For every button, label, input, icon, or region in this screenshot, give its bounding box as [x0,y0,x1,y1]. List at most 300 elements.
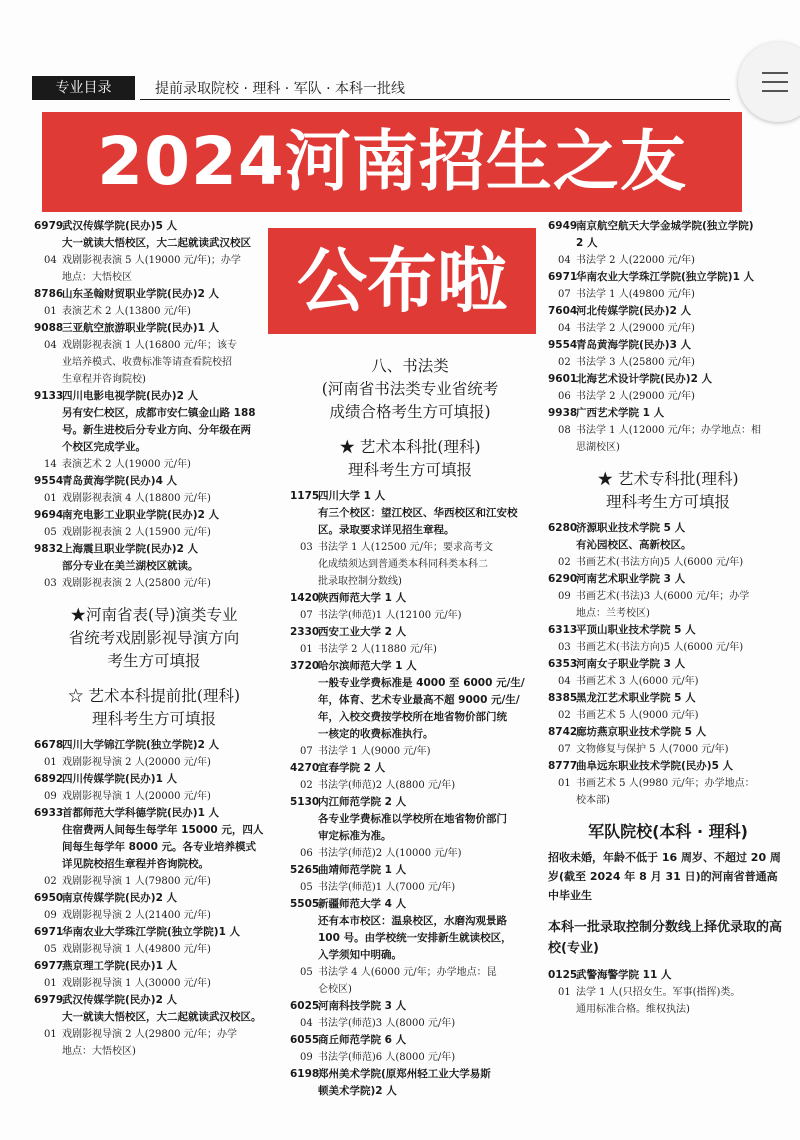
section-paragraph: 招收未婚，年龄不低于 16 周岁、不超过 20 周岁(截至 2024 年 8 月 31 日)的河南省普通高中毕业生 [548,851,781,902]
school-code: 0125 [548,969,578,981]
major-text: 书法学 1 人(12500 元/年；要求高考文 [318,542,493,553]
major-code: 01 [300,644,313,655]
major-text: 书画艺术(书法方向)5 人(6000 元/年) [576,557,744,568]
school-note: 部分专业在美兰湖校区就读。 [62,560,199,572]
major-text: 书画艺术(书法方向)5 人(6000 元/年) [576,642,744,653]
major-code: 03 [558,642,571,653]
school-entry [290,794,530,811]
school-name: 青岛黄海学院(民办)4 人 [62,475,178,487]
major-line [34,575,274,592]
major-line [548,588,788,605]
major-text: 戏剧影视导演 2 人(20000 元/年) [62,757,211,768]
school-note: 大一就读大悟校区，大二起就读武汉校区 [62,237,251,249]
major-text: 书法学(师范)2 人(10000 元/年) [318,848,462,859]
school-name: 广西艺术学院 1 人 [576,407,665,419]
major-line [290,1049,530,1066]
school-code: 6977 [34,960,64,972]
school-name: 四川传媒学院(民办)1 人 [62,773,178,785]
major-line [34,252,274,269]
major-text: 书法学 2 人(29000 元/年) [576,391,695,402]
major-code: 05 [44,944,57,955]
subsection-title: 本科一批录取控制分数线上择优录取的高校(专业) [548,920,783,956]
school-note: 各专业学费标准以学校所在地省物价部门 [318,813,507,825]
major-line [290,777,530,794]
school-entry [290,590,530,607]
school-note: 顿美术学院)2 人 [318,1085,397,1097]
school-code: 7604 [548,305,578,317]
school-entry [548,405,788,422]
school-entry [548,571,788,588]
major-line [34,269,274,286]
school-entry [290,624,530,641]
school-code: 9938 [548,407,578,419]
major-code: 01 [558,987,571,998]
major-line [290,964,530,981]
school-code: 5505 [290,898,320,910]
major-text: 业培养模式、收费标准等请查看院校招 [62,357,232,368]
major-code: 01 [44,978,57,989]
major-line [548,439,788,456]
major-text: 批录取控制分数线) [318,576,402,587]
page-header [32,76,732,102]
school-entry [290,896,530,913]
school-note: 个校区完成学业。 [62,441,146,453]
school-name: 华南农业大学珠江学院(独立学院)1 人 [62,926,241,938]
school-note: 另有安仁校区，成都市安仁镇金山路 188 [62,407,256,419]
section-title: 八、书法类 (河南省书法类专业省统考 成绩合格考生方可填报) [321,357,499,421]
column-right [548,218,788,1018]
major-code: 01 [558,778,571,789]
major-code [290,573,318,590]
school-name: 廊坊燕京职业技术学院 5 人 [576,726,707,738]
major-line [548,707,788,724]
major-code [34,371,62,388]
school-note: 大一就读大悟校区，大二起就读武汉校区。 [62,1011,262,1023]
school-code: 6950 [34,892,64,904]
major-code: 04 [558,255,571,266]
school-code: 1420 [290,592,320,604]
major-line [34,941,274,958]
school-name: 四川大学锦江学院(独立学院)2 人 [62,739,220,751]
school-entry [34,286,274,303]
school-note: 审定标准为准。 [318,830,392,842]
school-code: 6198 [290,1068,320,1080]
major-line [290,981,530,998]
major-text: 表演艺术 2 人(19000 元/年) [62,459,191,470]
school-code: 9832 [34,543,64,555]
school-entry [34,737,274,754]
major-code: 01 [44,306,57,317]
major-text: 书法学 1 人(12000 元/年；办学地点：相 [576,425,761,436]
major-code: 07 [300,610,313,621]
major-text: 戏剧影视导演 1 人(49800 元/年) [62,944,211,955]
school-entry [34,218,274,235]
school-code: 9554 [548,339,578,351]
major-text: 文物修复与保护 5 人(7000 元/年) [576,744,729,755]
major-code: 09 [44,791,57,802]
major-text: 戏剧影视导演 1 人(30000 元/年) [62,978,211,989]
school-code: 6353 [548,658,578,670]
major-text: 戏剧影视导演 2 人(21400 元/年) [62,910,211,921]
major-text: 戏剧影视表演 1 人(16800 元/年；该专 [62,340,237,351]
major-line [34,490,274,507]
school-name: 南京传媒学院(民办)2 人 [62,892,178,904]
school-code: 1175 [290,490,320,502]
school-name: 济源职业技术学院 5 人 [576,522,686,534]
major-code: 05 [300,967,313,978]
major-line [548,286,788,303]
school-code: 3720 [290,660,320,672]
school-entry [290,760,530,777]
major-text: 化成绩须达到普通类本科同科类本科二 [318,559,488,570]
school-note: 有沁园校区、高新校区。 [576,539,692,551]
school-name: 河南女子职业学院 3 人 [576,658,686,670]
school-note: 还有本市校区：温泉校区，水磨沟观景路 [318,915,507,927]
school-entry [290,1032,530,1049]
school-name: 武汉传媒学院(民办)5 人 [62,220,178,232]
major-line [548,741,788,758]
school-name: 商丘师范学院 6 人 [318,1034,407,1046]
school-code: 6313 [548,624,578,636]
major-code: 04 [558,676,571,687]
major-code: 02 [558,557,571,568]
school-entry [548,622,788,639]
major-line [548,639,788,656]
school-entry [548,758,788,775]
section-heading: 军队院校(本科 · 理科) [588,822,748,841]
major-text: 法学 1 人(只招女生。军事(指挥)类。 [576,987,741,998]
banner-subtitle: 公布啦 [268,228,536,334]
school-code: 9088 [34,322,64,334]
major-text: 书法学 2 人(11880 元/年) [318,644,437,655]
school-entry [290,488,530,505]
school-entry [34,992,274,1009]
school-name: 南充电影工业职业学院(民办)2 人 [62,509,220,521]
major-text: 地点：大悟校区) [62,1046,136,1057]
major-code: 06 [300,848,313,859]
school-name: 曲靖师范学院 1 人 [318,864,407,876]
major-code [548,792,576,809]
school-entry [548,337,788,354]
major-text: 书法学 1 人(49800 元/年) [576,289,695,300]
school-entry [34,320,274,337]
major-code: 04 [558,323,571,334]
major-code: 04 [44,255,57,266]
school-name: 北海艺术设计学院(民办)2 人 [576,373,713,385]
major-text: 思湖校区) [576,442,620,453]
school-name: 青岛黄海学院(民办)3 人 [576,339,692,351]
major-text: 书画艺术(书法)3 人(6000 元/年；办学 [576,591,750,602]
major-line [290,573,530,590]
school-code: 4270 [290,762,320,774]
menu-icon[interactable] [738,42,800,122]
school-note: 2 人 [576,237,598,249]
school-code: 6055 [290,1034,320,1046]
school-code: 6971 [548,271,578,283]
major-code: 01 [44,493,57,504]
major-line [34,303,274,320]
header-tag: 专业目录 [32,76,135,100]
major-code: 07 [300,746,313,757]
major-text: 书画艺术 5 人(9980 元/年；办学地点： [576,778,755,789]
school-name: 河南艺术职业学院 3 人 [576,573,686,585]
major-line [548,354,788,371]
school-entry [34,771,274,788]
major-line [548,605,788,622]
school-name: 河南科技学院 3 人 [318,1000,407,1012]
school-code: 6933 [34,807,64,819]
school-note: 年，体育、艺术专业最高不超 9000 元/生/ [318,694,520,706]
major-line [548,422,788,439]
school-note: 区。录取要求详见招生章程。 [318,524,455,536]
major-line [548,1001,788,1018]
major-code: 06 [558,391,571,402]
school-name: 华南农业大学珠江学院(独立学院)1 人 [576,271,755,283]
school-entry [548,656,788,673]
column-left [34,218,274,1060]
school-note: 一核定的收费标准执行。 [318,728,434,740]
major-text: 书法学(师范)2 人(8800 元/年) [318,780,456,791]
major-line [548,388,788,405]
school-name: 哈尔滨师范大学 1 人 [318,660,417,672]
school-name: 四川大学 1 人 [318,490,386,502]
major-line [290,845,530,862]
school-name: 曲阜远东职业技术学院(民办)5 人 [576,760,734,772]
major-code: 09 [558,591,571,602]
major-line [34,1026,274,1043]
major-text: 校本部) [576,795,610,806]
major-text: 书画艺术 3 人(6000 元/年) [576,676,699,687]
school-name: 武警海警学院 11 人 [576,969,672,981]
school-code: 8385 [548,692,578,704]
column-middle [290,343,530,1100]
banner-title: 2024河南招生之友 [42,112,742,212]
school-name: 宜春学院 2 人 [318,762,386,774]
school-name: 内江师范学院 2 人 [318,796,407,808]
school-entry [34,958,274,975]
major-line [34,337,274,354]
school-entry [548,690,788,707]
school-code: 6949 [548,220,578,232]
school-note: 一般专业学费标准是 4000 至 6000 元/生/ [318,677,525,689]
school-entry [34,890,274,907]
major-text: 戏剧影视导演 1 人(79800 元/年) [62,876,211,887]
major-text: 书法学(师范)1 人(7000 元/年) [318,882,456,893]
major-text: 戏剧影视表演 5 人(19000 元/年)；办学 [62,255,241,266]
school-name: 新疆师范大学 4 人 [318,898,407,910]
school-code: 6979 [34,220,64,232]
major-line [34,873,274,890]
major-code: 08 [558,425,571,436]
major-line [34,1043,274,1060]
school-code: 8786 [34,288,64,300]
school-entry [548,967,788,984]
major-line [34,456,274,473]
school-entry [548,218,788,235]
major-code [290,981,318,998]
major-line [290,641,530,658]
major-code: 14 [44,459,57,470]
major-text: 戏剧影视导演 1 人(20000 元/年) [62,791,211,802]
school-name: 西安工业大学 2 人 [318,626,407,638]
school-note: 100 号。由学校统一安排新生就读校区， [318,932,512,944]
major-text: 表演艺术 2 人(13800 元/年) [62,306,191,317]
major-code [34,269,62,286]
school-note: 间每生每学年 8000 元。各专业培养模式 [62,841,257,853]
major-line [548,320,788,337]
major-text: 书法学(师范)1 人(12100 元/年) [318,610,462,621]
major-line [34,524,274,541]
major-text: 戏剧影视表演 4 人(18800 元/年) [62,493,211,504]
major-text: 地点：大悟校区 [62,272,132,283]
major-line [34,788,274,805]
school-entry [548,269,788,286]
major-line [34,754,274,771]
school-code: 6892 [34,773,64,785]
major-line [290,879,530,896]
school-name: 山东圣翰财贸职业学院(民办)2 人 [62,288,220,300]
major-text: 书法学 2 人(29000 元/年) [576,323,695,334]
major-text: 书法学 3 人(25800 元/年) [576,357,695,368]
school-code: 9554 [34,475,64,487]
school-name: 四川电影电视学院(民办)2 人 [62,390,199,402]
major-text: 通用标准合格。维权执法) [576,1004,690,1015]
major-line [548,984,788,1001]
school-code: 9694 [34,509,64,521]
major-line [290,556,530,573]
major-code: 04 [300,1018,313,1029]
major-line [548,673,788,690]
major-text: 地点：兰考校区) [576,608,650,619]
school-code: 6290 [548,573,578,585]
school-entry [290,998,530,1015]
major-code: 09 [300,1052,313,1063]
school-code: 5265 [290,864,320,876]
major-text: 生章程并咨询院校) [62,374,146,385]
school-note: 年，入校交费按学校所在地省物价部门统 [318,711,507,723]
major-line [290,1015,530,1032]
school-code: 6971 [34,926,64,938]
school-entry [290,862,530,879]
school-name: 河北传媒学院(民办)2 人 [576,305,692,317]
major-line [548,554,788,571]
section-title: ☆ 艺术本科提前批(理科) 理科考生方可填报 [67,687,241,728]
major-line [34,975,274,992]
school-entry [548,520,788,537]
school-entry [548,303,788,320]
major-code: 01 [44,757,57,768]
school-name: 黑龙江艺术职业学院 5 人 [576,692,696,704]
major-code [34,354,62,371]
major-text: 书法学 2 人(22000 元/年) [576,255,695,266]
major-line [290,539,530,556]
school-code: 2330 [290,626,320,638]
school-code: 6280 [548,522,578,534]
section-title: ★ 艺术专科批(理科) 理科考生方可填报 [597,470,739,511]
school-entry [34,473,274,490]
major-code: 02 [558,357,571,368]
major-code: 07 [558,744,571,755]
major-code: 07 [558,289,571,300]
school-entry [548,371,788,388]
major-text: 仑校区) [318,984,352,995]
major-line [548,775,788,792]
header-underline [140,99,730,100]
school-note: 入学须知中明确。 [318,949,402,961]
major-code: 02 [44,876,57,887]
school-name: 平顶山职业技术学院 5 人 [576,624,696,636]
school-entry [548,724,788,741]
school-code: 6025 [290,1000,320,1012]
school-entry [34,805,274,822]
major-code: 05 [44,527,57,538]
school-entry [34,507,274,524]
major-code: 03 [300,542,313,553]
major-code: 04 [44,340,57,351]
major-text: 书法学(师范)3 人(8000 元/年) [318,1018,456,1029]
major-code [548,1001,576,1018]
school-note: 住宿费两人间每生每学年 15000 元，四人 [62,824,264,836]
school-name: 郑州美术学院(原郑州轻工业大学易斯 [318,1068,491,1080]
school-code: 9133 [34,390,64,402]
major-line [34,354,274,371]
school-entry [34,924,274,941]
major-line [34,371,274,388]
major-text: 书法学(师范)6 人(8000 元/年) [318,1052,456,1063]
school-entry [290,1066,530,1083]
major-code: 05 [300,882,313,893]
school-code: 6678 [34,739,64,751]
school-code: 5130 [290,796,320,808]
school-code: 6979 [34,994,64,1006]
major-code: 02 [558,710,571,721]
section-title: ★河南省表(导)演类专业 省统考戏剧影视导演方向 考生方可填报 [68,606,240,670]
major-line [34,907,274,924]
school-name: 首都师范大学科德学院(民办)1 人 [62,807,220,819]
school-note: 有三个校区：望江校区、华西校区和江安校 [318,507,518,519]
major-line [548,792,788,809]
major-line [290,743,530,760]
major-text: 戏剧影视导演 2 人(29800 元/年；办学 [62,1029,237,1040]
school-entry [290,658,530,675]
school-note: 号。新生进校后分专业方向、分年级在两 [62,424,251,436]
school-code: 8742 [548,726,578,738]
major-text: 书法学 1 人(9000 元/年) [318,746,431,757]
major-line [290,607,530,624]
header-title: 提前录取院校 · 理科 · 军队 · 本科一批线 [155,81,406,97]
major-code [548,439,576,456]
school-name: 南京航空航天大学金城学院(独立学院) [576,220,754,232]
major-code: 09 [44,910,57,921]
school-name: 陕西师范大学 1 人 [318,592,407,604]
major-text: 书画艺术 5 人(9000 元/年) [576,710,699,721]
school-name: 上海震旦职业学院(民办)2 人 [62,543,199,555]
section-title: ★ 艺术本科批(理科) 理科考生方可填报 [339,438,481,479]
school-entry [34,388,274,405]
school-name: 三亚航空旅游职业学院(民办)1 人 [62,322,220,334]
major-code [34,1043,62,1060]
school-note: 详见院校招生章程并咨询院校。 [62,858,209,870]
major-code [290,556,318,573]
major-text: 书法学 4 人(6000 元/年；办学地点：昆 [318,967,497,978]
major-code: 03 [44,578,57,589]
major-code: 02 [300,780,313,791]
school-name: 武汉传媒学院(民办)2 人 [62,994,178,1006]
school-name: 燕京理工学院(民办)1 人 [62,960,178,972]
school-entry [34,541,274,558]
school-code: 8777 [548,760,578,772]
major-text: 戏剧影视表演 2 人(15900 元/年) [62,527,211,538]
